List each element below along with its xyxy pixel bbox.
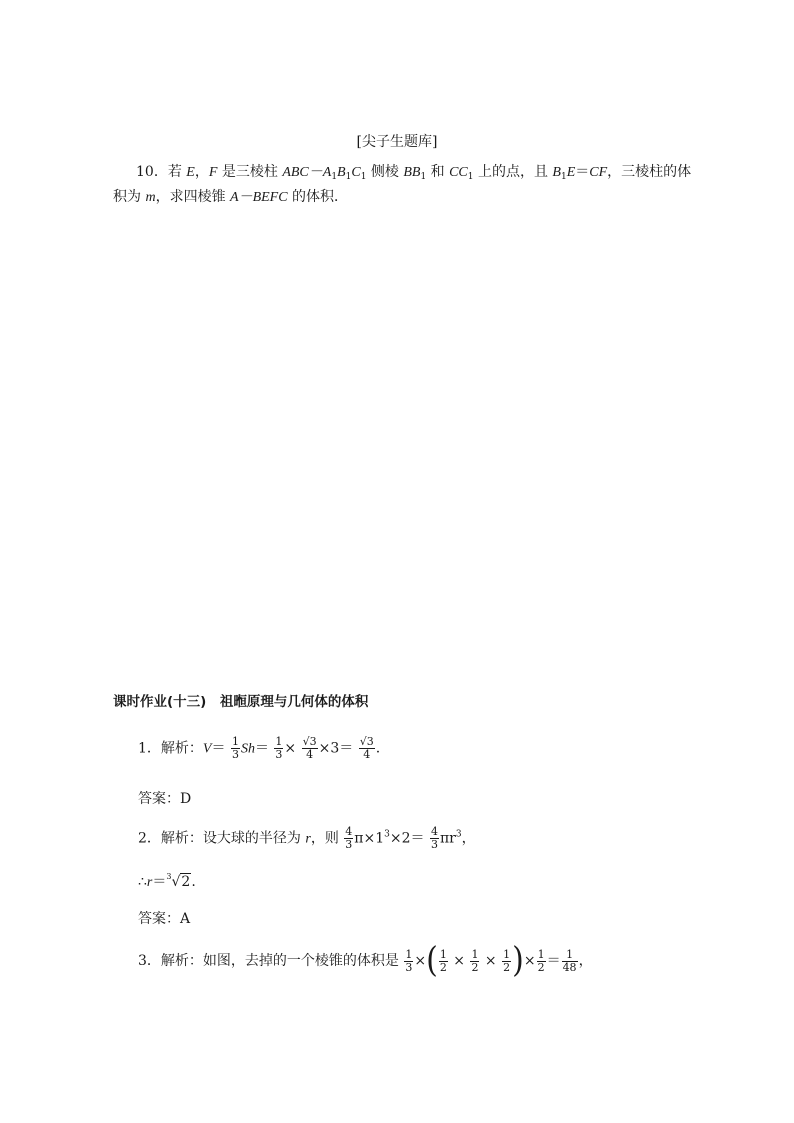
answer-2-result: 答案：A (138, 911, 191, 927)
section-title: [尖子生题库] (356, 134, 438, 150)
answer-2-conclusion: ∴r＝$^3$√2. (138, 872, 196, 890)
question-10-line1: 10．若 E，F 是三棱柱 $ABC-A_1B_1C_1$ 侧棱 $BB_1$ 和 $CC_1$ 上的点，且 $B_1E=CF$，三棱柱的体 (136, 164, 692, 182)
answer-3-solution: 3．解析：如图，去掉的一个棱锥的体积是 $\frac{1}{3}$ ×( $\frac{1}{2}$ × $\frac{1}{2}$ × $\frac{1}{2}$ )× $\frac{1}{2}$ ＝ $\frac{1}{48}$ ， (138, 940, 593, 981)
answer-2-solution: 2．解析：设大球的半径为 r，则 $\frac{4}{3}$ $\pi\times 1^3\times 2=$ $\frac{4}{3}$ $\pi r^3$， (138, 825, 476, 851)
answer-1-result: 答案：D (138, 791, 192, 807)
homework-heading: 课时作业(十三) 祖暅原理与几何体的体积 (113, 694, 369, 710)
answer-1-solution: 1．解析：V＝ $\frac{1}{3}$ Sh＝ $\frac{1}{3}$ × $\frac{√3}{4}$ ×3＝ $\frac{√3}{4}$ . (138, 735, 381, 761)
question-10-line2: 积为 m，求四棱锥 A－BEFC 的体积． (113, 189, 349, 205)
